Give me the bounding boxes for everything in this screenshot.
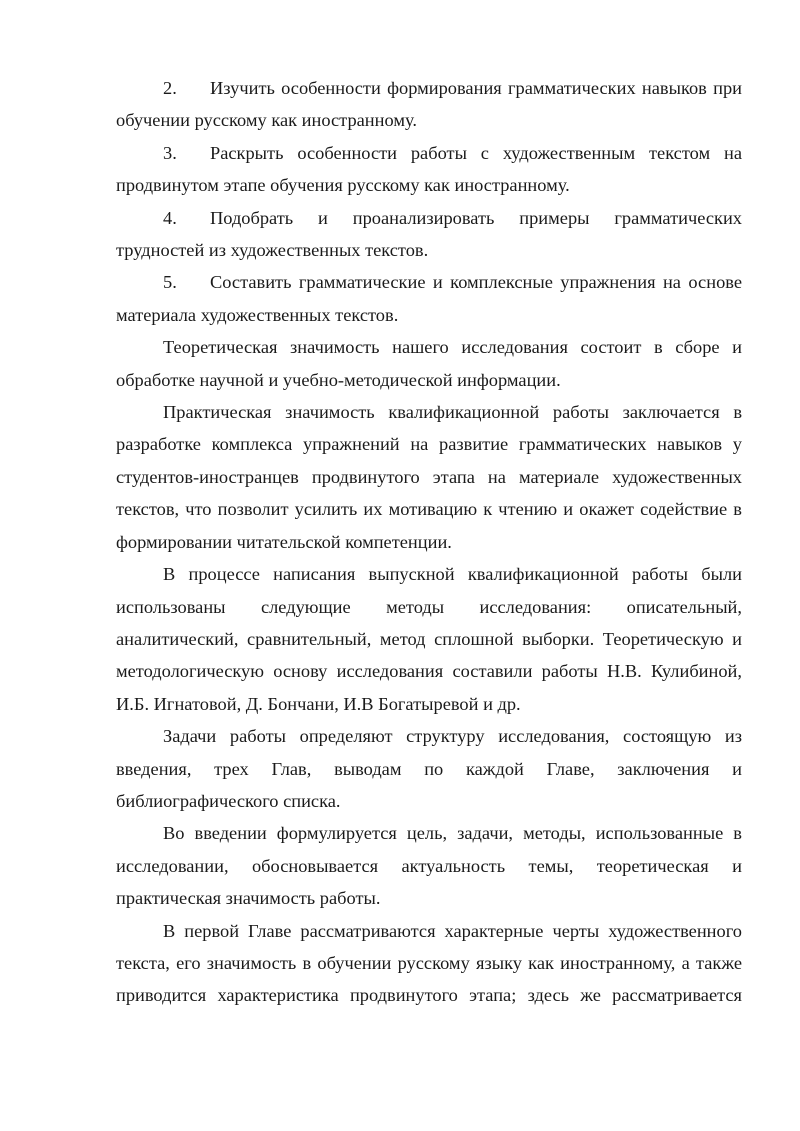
list-item bbox=[116, 137, 742, 202]
paragraph-structure: Задачи работы определяют структуру исследования, состоящую из введения, трех Глав, выводам по каждой Главе, заключения и библиографического списка. bbox=[116, 726, 742, 811]
list-item-number: 4. bbox=[163, 207, 177, 228]
list-item-text: Составить грамматические и комплексные упражнения на основе материала художественных текстов. bbox=[116, 272, 742, 325]
list-item-text: Подобрать и проанализировать примеры грамматических трудностей из художественных текстов. bbox=[116, 207, 742, 261]
paragraph-first-chapter: В первой Главе рассматриваются характерные черты художественного текста, его значимость в обучении русскому языку как иностранному, а также приводится характеристика продвинутого этапа; здесь же рассматривается bbox=[116, 920, 742, 1006]
list-item-number: 5. bbox=[163, 272, 177, 293]
list-item-text: Раскрыть особенности работы с художественным текстом на продвинутом этапе обучения русскому как иностранному. bbox=[116, 142, 742, 196]
paragraph-research-methods: В процессе написания выпускной квалификационной работы были использованы следующие методы исследования: описательный, аналитический, сравнительный, метод сплошной выборки. Теоретическую и методологическую основу исследования составили работы Н.В. Кулибиной, И.Б. Игнатовой, Д. Бончани, И.В Богатыревой и др. bbox=[116, 564, 742, 714]
list-item-text: Изучить особенности формирования грамматических навыков при обучении русскому как иностранному. bbox=[116, 78, 742, 131]
paragraph-practical-significance: Практическая значимость квалификационной работы заключается в разработке комплекса упражнений на развитие грамматических навыков у студентов-иностранцев продвинутого этапа на материале художественных текстов, что позволит усилить их мотивацию к чтению и окажет содействие в формировании читательской компетенции. bbox=[116, 402, 742, 552]
list-item-number: 3. bbox=[163, 142, 177, 163]
list-item-number: 2. bbox=[163, 78, 177, 98]
document-body bbox=[116, 72, 742, 1012]
list-item bbox=[116, 72, 742, 137]
paragraph-introduction: Во введении формулируется цель, задачи, методы, использованные в исследовании, обосновывается актуальность темы, теоретическая и практическая значимость работы. bbox=[116, 823, 742, 909]
paragraph-theoretical-significance: Теоретическая значимость нашего исследования состоит в сборе и обработке научной и учебно-методической информации. bbox=[116, 337, 742, 390]
list-item bbox=[116, 202, 742, 267]
list-item bbox=[116, 266, 742, 331]
